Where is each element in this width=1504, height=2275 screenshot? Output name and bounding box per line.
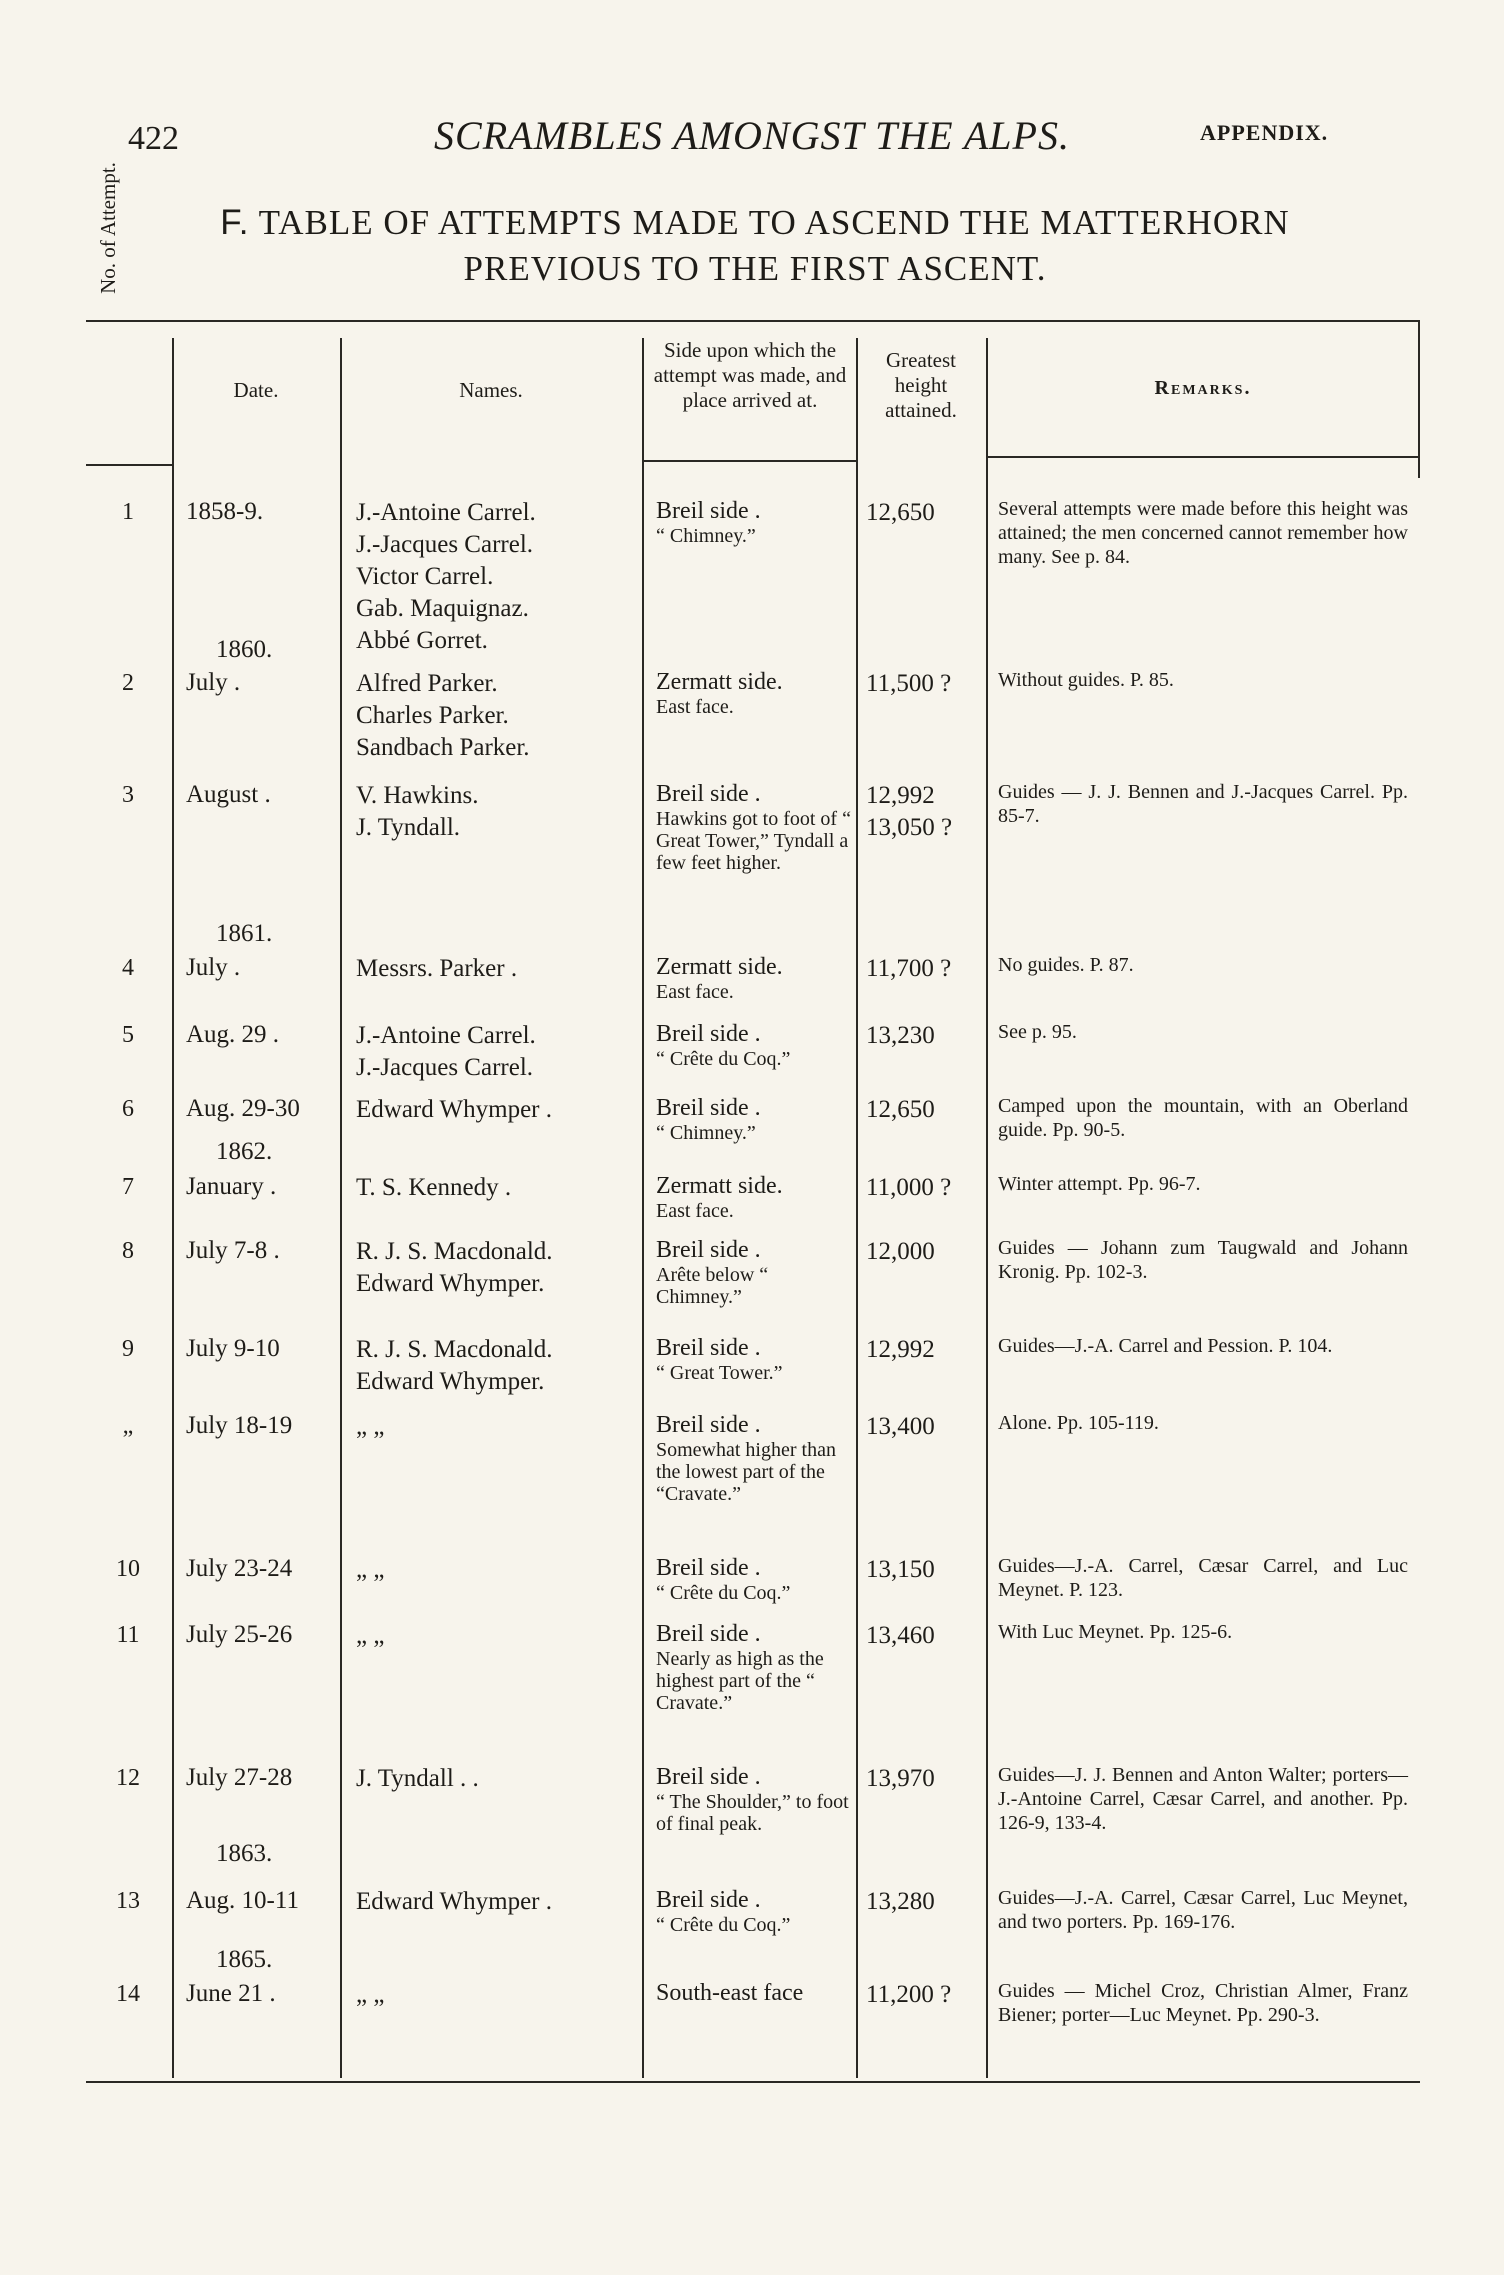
header-height: Greatest height attained. [885, 348, 957, 422]
height-attained: 12,000 [866, 1238, 935, 1265]
header-side: Side upon which the attempt was made, and place arrived at. [653, 338, 847, 412]
year-label: 1863. [216, 1840, 273, 1867]
year-label: 1861. [216, 920, 273, 947]
side-detail: Somewhat higher than the lowest part of the “Cravate.” [656, 1439, 836, 1505]
attempt-date: July 25-26 [186, 1621, 293, 1648]
col-rule-5 [986, 338, 988, 2078]
header-rule-no [86, 464, 172, 466]
side-cell [656, 1236, 856, 1308]
height-attained: 11,700 ? [866, 955, 952, 982]
side-detail: “ Chimney.” [656, 525, 756, 547]
side-cell [656, 1094, 856, 1144]
header-date: Date. [233, 378, 279, 402]
attempt-date: July 7-8 . [186, 1237, 280, 1264]
height-attained: 12,992 13,050 ? [866, 782, 953, 841]
side-detail: “ Chimney.” [656, 1122, 756, 1144]
side-cell [656, 1979, 856, 2007]
height-attained: 13,230 [866, 1022, 935, 1049]
remarks-text: Winter attempt. Pp. 96-7. [998, 1173, 1201, 1195]
attempt-number: 2 [122, 670, 134, 696]
side-label: Breil side . [656, 498, 761, 524]
attempt-date: June 21 . [186, 1980, 276, 2007]
attempt-date: Aug. 29 . [186, 1021, 280, 1048]
attempt-date: Aug. 29-30 [186, 1095, 300, 1122]
side-detail: “ Crête du Coq.” [656, 1914, 791, 1936]
attempt-date: August . [186, 781, 271, 808]
side-cell [656, 1554, 856, 1604]
height-attained: 13,150 [866, 1556, 935, 1583]
remarks-text: Guides—J.-A. Carrel and Pession. P. 104. [998, 1335, 1333, 1357]
attempt-date: Aug. 10-11 [186, 1887, 299, 1914]
side-detail: East face. [656, 696, 734, 718]
remarks-text: Guides — Johann zum Taugwald and Johann Kronig. Pp. 102-3. [998, 1237, 1408, 1283]
header-remarks: Remarks. [1154, 377, 1252, 399]
attempt-number: 10 [116, 1556, 140, 1582]
side-cell [656, 1620, 856, 1714]
side-label: Breil side . [656, 1764, 761, 1790]
remarks-text: See p. 95. [998, 1021, 1077, 1043]
climber-names: Edward Whymper . [356, 1888, 553, 1915]
side-cell [656, 1334, 856, 1384]
remarks-text: Several attempts were made before this height was attained; the men concerned cannot remember how many. See p. 84. [998, 498, 1408, 568]
side-label: Zermatt side. [656, 954, 783, 980]
attempt-number: 5 [122, 1022, 134, 1048]
side-detail: East face. [656, 1200, 734, 1222]
side-label: Breil side . [656, 1412, 761, 1438]
height-attained: 11,500 ? [866, 670, 952, 697]
attempt-number: 7 [122, 1174, 134, 1200]
remarks-text: Guides—J.-A. Carrel, Cæsar Carrel, Luc Meynet, and two porters. Pp. 169-176. [998, 1887, 1408, 1933]
climber-names: J.-Antoine Carrel. J.-Jacques Carrel. Victor Carrel. Gab. Maquignaz. Abbé Gorret. [356, 499, 536, 654]
side-detail: “ Crête du Coq.” [656, 1582, 791, 1604]
col-rule-right [1418, 322, 1420, 478]
climber-names: Alfred Parker. Charles Parker. Sandbach Parker. [356, 670, 530, 761]
side-cell [656, 668, 856, 718]
section-label: APPENDIX. [1200, 120, 1329, 145]
remarks-text: Guides—J. J. Bennen and Anton Walter; porters—J.-Antoine Carrel, Cæsar Carrel, and another. Pp. 126-9, 133-4. [998, 1764, 1408, 1834]
remarks-text: Camped upon the mountain, with an Oberland guide. Pp. 90-5. [998, 1095, 1408, 1141]
attempt-date: July 18-19 [186, 1412, 293, 1439]
climber-names: R. J. S. Macdonald. Edward Whymper. [356, 1238, 553, 1297]
height-attained: 12,650 [866, 1096, 935, 1123]
header-rule-remarks [988, 456, 1420, 458]
header-names: Names. [459, 378, 523, 402]
year-label: 1860. [216, 636, 273, 663]
side-label: Breil side . [656, 1095, 761, 1121]
attempt-number: 3 [122, 782, 134, 808]
table-top-rule [86, 320, 1420, 322]
climber-names: T. S. Kennedy . [356, 1174, 512, 1201]
side-cell [656, 953, 856, 1003]
climber-names: „ „ [356, 1622, 385, 1649]
remarks-text: Guides—J.-A. Carrel, Cæsar Carrel, and Luc Meynet. P. 123. [998, 1555, 1408, 1601]
climber-names: V. Hawkins. J. Tyndall. [356, 782, 479, 841]
attempt-number: 11 [116, 1622, 140, 1648]
side-cell [656, 1172, 856, 1222]
attempt-number: 9 [122, 1336, 134, 1362]
height-attained: 11,200 ? [866, 1981, 952, 2008]
side-detail: Nearly as high as the highest part of the “ Cravate.” [656, 1648, 824, 1714]
attempt-number: 8 [122, 1238, 134, 1264]
side-label: Breil side . [656, 1555, 761, 1581]
height-attained: 13,400 [866, 1413, 935, 1440]
height-attained: 12,650 [866, 499, 935, 526]
attempt-number: 12 [116, 1765, 140, 1791]
remarks-text: No guides. P. 87. [998, 954, 1134, 976]
side-label: Breil side . [656, 1887, 761, 1913]
side-label: Breil side . [656, 1335, 761, 1361]
side-label: Breil side . [656, 1237, 761, 1263]
side-label: Breil side . [656, 1021, 761, 1047]
remarks-text: With Luc Meynet. Pp. 125-6. [998, 1621, 1233, 1643]
table-title-line1: TABLE OF ATTEMPTS MADE TO ASCEND THE MATTERHORN [258, 203, 1290, 242]
side-cell [656, 780, 856, 874]
attempt-date: July 9-10 [186, 1335, 280, 1362]
col-rule-2 [340, 338, 342, 2078]
attempt-number: 14 [116, 1981, 140, 2007]
height-attained: 12,992 [866, 1336, 935, 1363]
climber-names: Edward Whymper . [356, 1096, 553, 1123]
climber-names: R. J. S. Macdonald. Edward Whymper. [356, 1336, 553, 1395]
year-label: 1865. [216, 1946, 273, 1973]
climber-names: „ „ [356, 1981, 385, 2008]
attempt-date: July . [186, 669, 241, 696]
remarks-text: Alone. Pp. 105-119. [998, 1412, 1159, 1434]
remarks-text: Guides — J. J. Bennen and J.-Jacques Carrel. Pp. 85-7. [998, 781, 1408, 827]
table-bottom-rule [86, 2081, 1420, 2083]
climber-names: J.-Antoine Carrel. J.-Jacques Carrel. [356, 1022, 536, 1081]
running-title: SCRAMBLES AMONGST THE ALPS. [434, 113, 1070, 158]
attempt-number: 1 [122, 499, 134, 525]
side-cell [656, 1886, 856, 1936]
height-attained: 13,280 [866, 1888, 935, 1915]
side-cell [656, 1020, 856, 1070]
remarks-text: Without guides. P. 85. [998, 669, 1174, 691]
attempt-number: 4 [122, 955, 134, 981]
side-cell [656, 1763, 856, 1835]
side-label: Breil side . [656, 1621, 761, 1647]
attempt-date: July 27-28 [186, 1764, 293, 1791]
attempt-date: July . [186, 954, 241, 981]
side-cell [656, 1411, 856, 1505]
side-detail: “ The Shoulder,” to foot of final peak. [656, 1791, 849, 1835]
attempt-number: 13 [116, 1888, 140, 1914]
page-number: 422 [128, 120, 179, 157]
side-label: Zermatt side. [656, 1173, 783, 1199]
page-header [0, 108, 1504, 158]
climber-names: „ „ [356, 1413, 385, 1440]
attempt-date: 1858-9. [186, 498, 264, 525]
attempt-number: 6 [122, 1096, 134, 1122]
remarks-text: Guides — Michel Croz, Christian Almer, Franz Biener; porter—Luc Meynet. Pp. 290-3. [998, 1980, 1408, 2026]
side-detail: Hawkins got to foot of “ Great Tower,” Tyndall a few feet higher. [656, 808, 851, 874]
col-rule-4 [856, 338, 858, 2078]
side-cell [656, 497, 856, 547]
height-attained: 13,460 [866, 1622, 935, 1649]
climber-names: „ „ [356, 1556, 385, 1583]
side-label: Breil side . [656, 781, 761, 807]
side-detail: Arête below “ Chimney.” [656, 1264, 769, 1308]
side-detail: “ Crête du Coq.” [656, 1048, 791, 1070]
side-label: South-east face [656, 1980, 804, 2006]
climber-names: J. Tyndall . . [356, 1765, 479, 1792]
header-rule-side [644, 460, 856, 462]
climber-names: Messrs. Parker . [356, 955, 518, 982]
table-letter: F. [220, 203, 250, 242]
col-rule-1 [172, 338, 174, 2078]
attempt-date: July 23-24 [186, 1555, 293, 1582]
header-no: No. of Attempt. [96, 162, 120, 294]
side-detail: “ Great Tower.” [656, 1362, 783, 1384]
table-title-line2: PREVIOUS TO THE FIRST ASCENT. [463, 249, 1047, 288]
side-label: Zermatt side. [656, 669, 783, 695]
height-attained: 11,000 ? [866, 1174, 952, 1201]
table-title [130, 200, 1380, 292]
col-rule-3 [642, 338, 644, 2078]
year-label: 1862. [216, 1138, 273, 1165]
attempt-date: January . [186, 1173, 277, 1200]
side-detail: East face. [656, 981, 734, 1003]
height-attained: 13,970 [866, 1765, 935, 1792]
attempt-number: „ [122, 1413, 134, 1439]
